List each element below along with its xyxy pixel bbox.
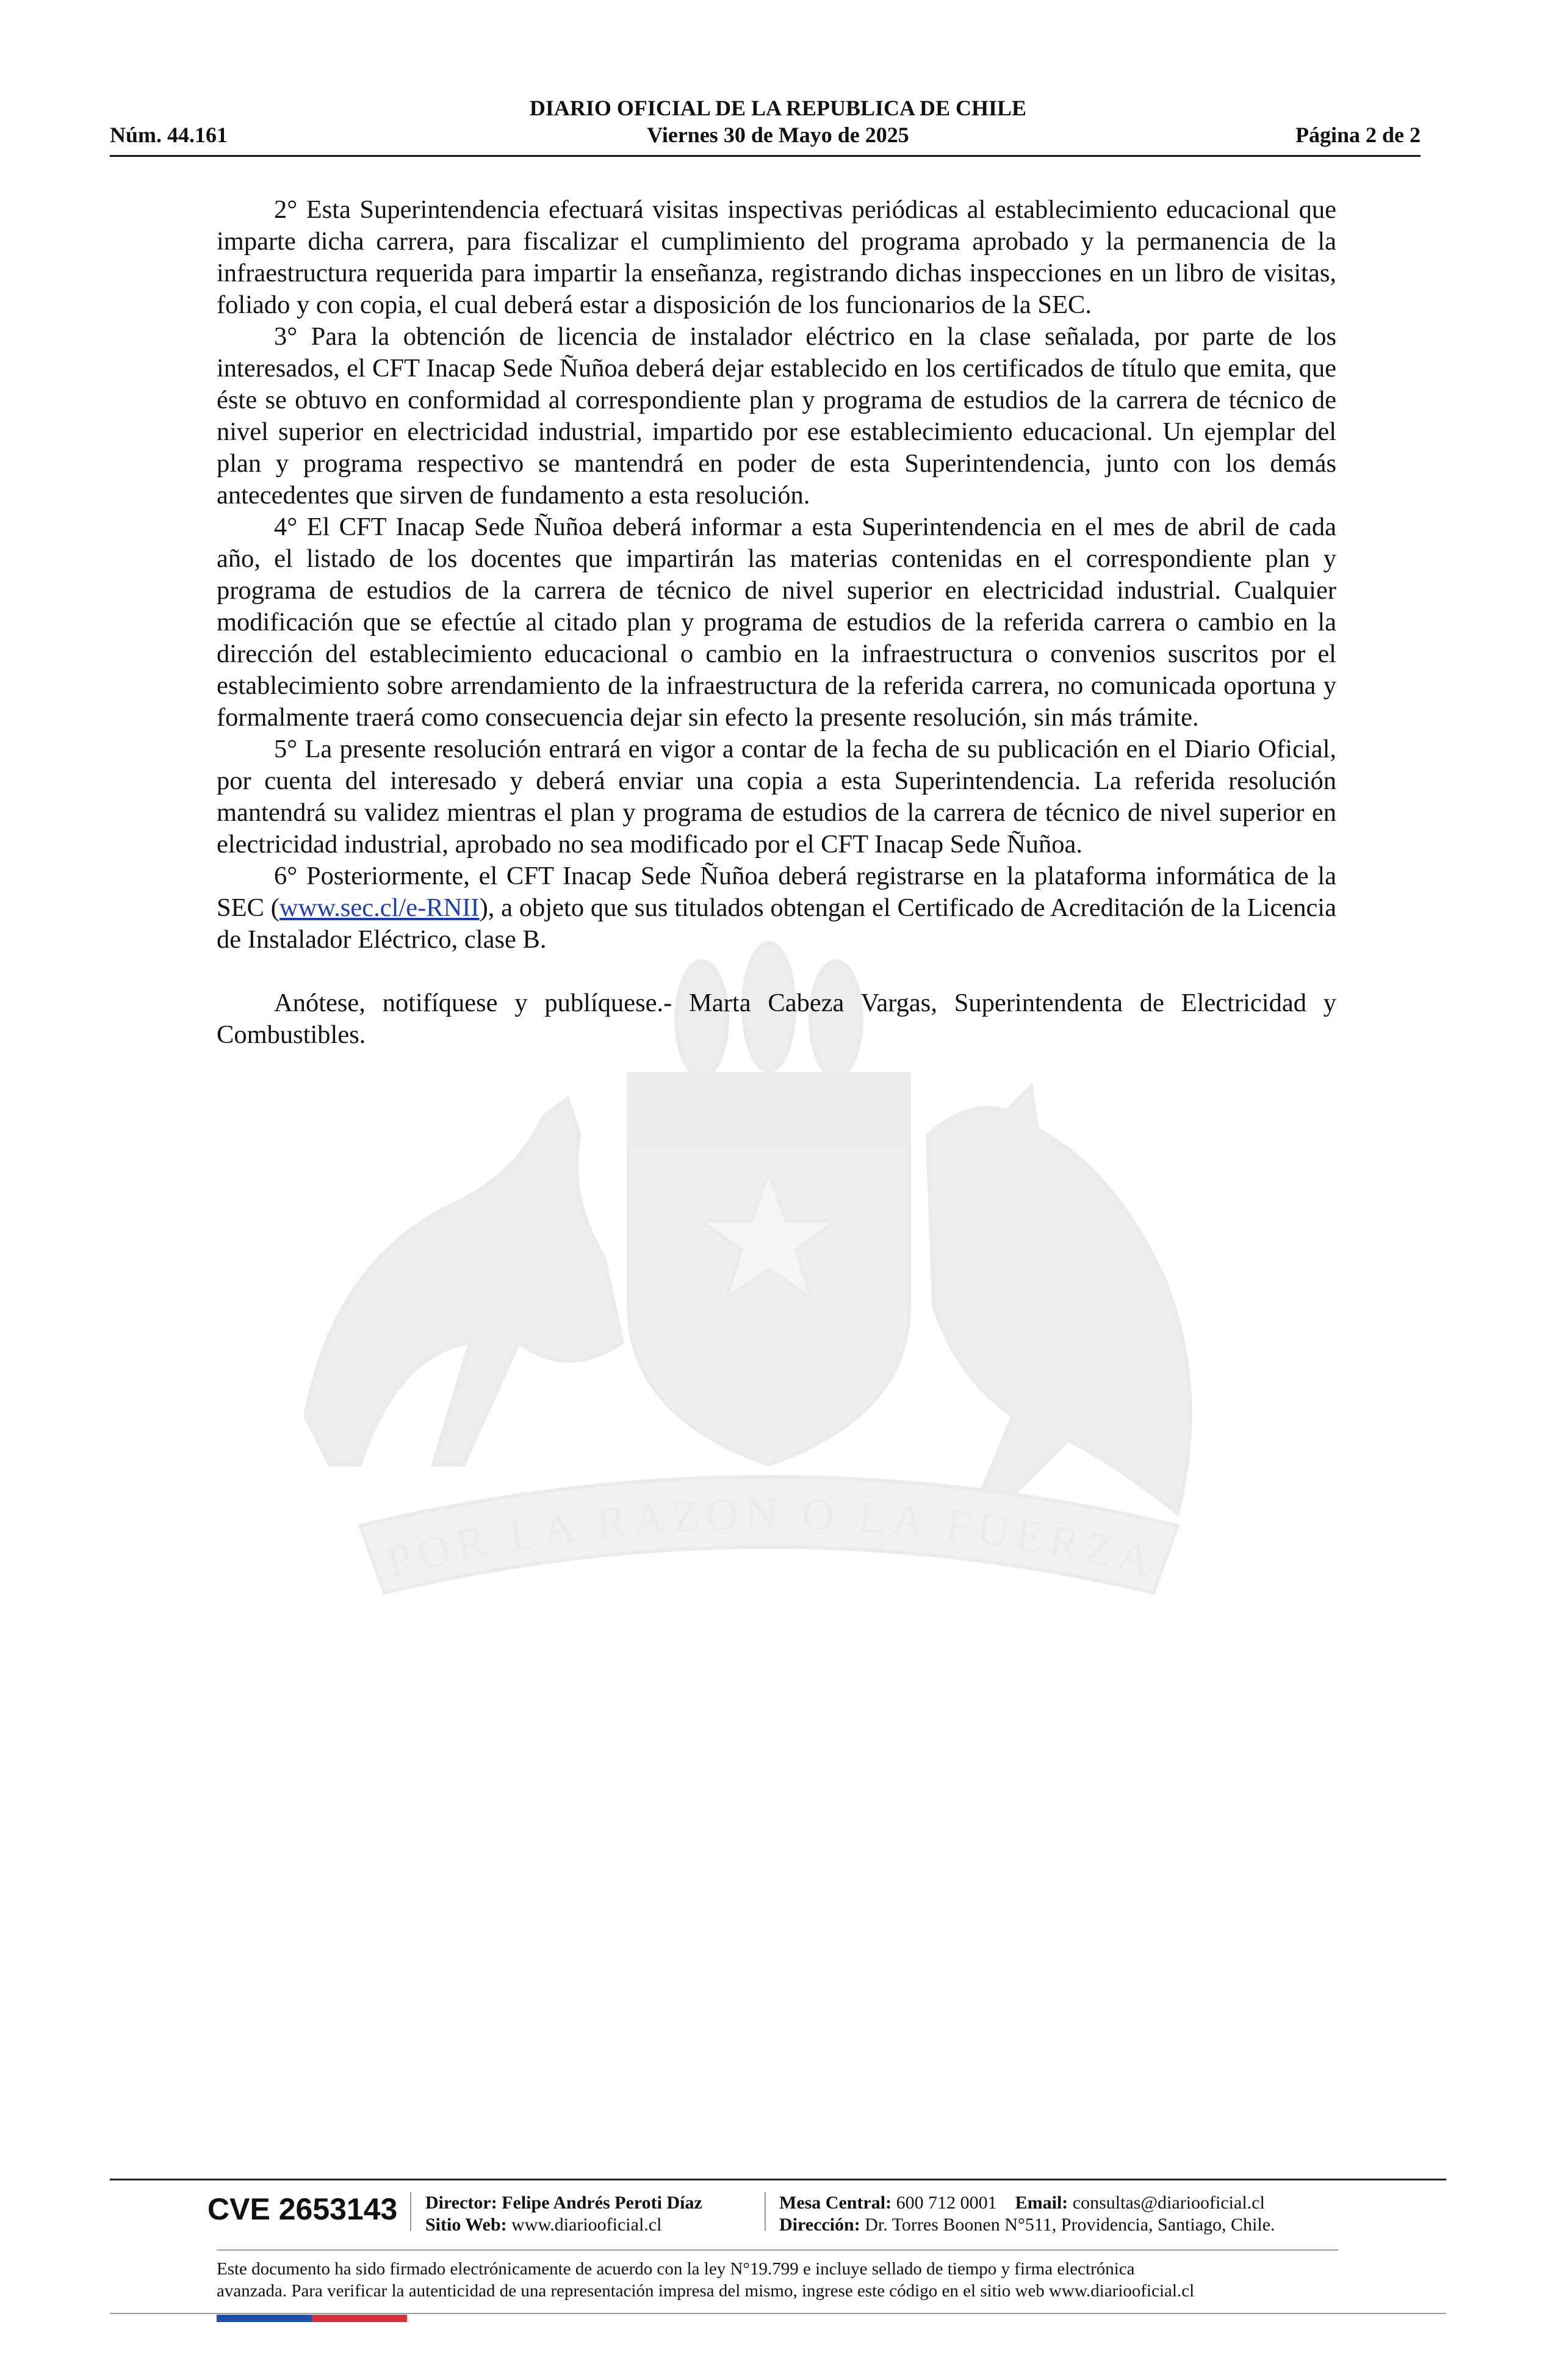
director-name: Felipe Andrés Peroti Díaz — [502, 2193, 702, 2213]
footer-director-block — [425, 2192, 702, 2236]
footer-separator-2 — [765, 2192, 766, 2231]
address-label: Dirección: — [779, 2215, 860, 2235]
footer-divider-middle — [217, 2249, 1338, 2251]
resolution-body — [217, 194, 1336, 1051]
cve-code: CVE 2653143 — [207, 2192, 398, 2226]
flag-stripe-red — [312, 2315, 407, 2322]
footer-contact-block — [779, 2192, 1275, 2236]
legal-notice-line-1: Este documento ha sido firmado electrónicamente de acuerdo con la ley N°19.799 e incluye sellado de tiempo y firma electrónica — [217, 2259, 1135, 2279]
chile-flag-stripe — [217, 2315, 407, 2322]
legal-notice-line-2: avanzada. Para verificar la autenticidad de una representación impresa del mismo, ingrese este código en el sitio web www.diariooficial.cl — [217, 2281, 1195, 2301]
paragraph-3: 3° Para la obtención de licencia de instalador eléctrico en la clase señalada, por parte de los interesados, el CFT Inacap Sede Ñuñoa deberá dejar establecido en los certificados de título que emita, que éste se obtuvo en conformidad al correspondiente plan y programa de estudios de la carrera de técnico de nivel superior en electricidad industrial, impartido por ese establecimiento educacional. Un ejemplar del plan y programa respectivo se mantendrá en poder de esta Superintendencia, junto con los demás antecedentes que sirven de fundamento a esta resolución. — [217, 322, 1336, 510]
sec-rnii-link[interactable]: www.sec.cl/e-RNII — [279, 893, 480, 922]
director-label: Director: — [425, 2193, 497, 2213]
email-label: Email: — [1015, 2193, 1068, 2213]
page-number: Página 2 de 2 — [1295, 123, 1421, 147]
footer-divider-bottom — [110, 2313, 1446, 2314]
paragraph-2: 2° Esta Superintendencia efectuará visitas inspectivas periódicas al establecimiento educacional que imparte dicha carrera, para fiscalizar el cumplimiento del programa aprobado y la permanencia de la infraestructura requerida para impartir la enseñanza, registrando dichas inspecciones en un libro de visitas, foliado y con copia, el cual deberá estar a disposición de los funcionarios de la SEC. — [217, 195, 1336, 319]
address-value: Dr. Torres Boonen N°511, Providencia, Santiago, Chile. — [865, 2215, 1275, 2235]
issue-date: Viernes 30 de Mayo de 2025 — [647, 123, 909, 147]
closing-signature: Anótese, notifíquese y publíquese.- Marta Cabeza Vargas, Superintendenta de Electricidad y Combustibles. — [217, 989, 1336, 1049]
mesa-label: Mesa Central: — [779, 2193, 892, 2213]
mesa-phone: 600 712 0001 — [896, 2193, 997, 2213]
paragraph-6-text-start: 6° Posteriormente, el CFT Inacap Sede Ñuñoa deberá registrarse en la plataforma informática de la SEC ( — [217, 862, 1336, 922]
paragraph-4: 4° El CFT Inacap Sede Ñuñoa deberá informar a esta Superintendencia en el mes de abril de cada año, el listado de los docentes que impartirán las materias contenidas en el correspondiente plan y programa de estudios de la carrera de técnico de nivel superior en electricidad industrial. Cualquier modificación que se efectúe al citado plan y programa de estudios de la referida carrera o cambio en la dirección del establecimiento educacional o cambio en la infraestructura o convenios suscritos por el establecimiento sobre arrendamiento de la infraestructura de la referida carrera, no comunicada oportuna y formalmente traerá como consecuencia dejar sin efecto la presente resolución, sin más trámite. — [217, 513, 1336, 732]
legal-notice — [217, 2258, 1336, 2302]
watermark-motto: POR LA RAZON O LA FUERZA — [381, 1488, 1162, 1588]
footer-divider-top — [110, 2179, 1446, 2180]
flag-stripe-blue — [217, 2315, 312, 2322]
site-url[interactable]: www.diariooficial.cl — [511, 2215, 662, 2235]
paragraph-5: 5° La presente resolución entrará en vigor a contar de la fecha de su publicación en el Diario Oficial, por cuenta del interesado y deberá enviar una copia a esta Superintendencia. La referida resolución mantendrá su validez mientras el plan y programa de estudios de la carrera de técnico de nivel superior en electricidad industrial, aprobado no sea modificado por el CFT Inacap Sede Ñuñoa. — [217, 735, 1336, 859]
site-label: Sitio Web: — [425, 2215, 507, 2235]
paragraph-6-text-end: ), a objeto que sus titulados obtengan el Certificado de Acreditación de la Licencia de Instalador Eléctrico, clase B. — [217, 893, 1336, 954]
gazette-title: DIARIO OFICIAL DE LA REPUBLICA DE CHILE — [529, 96, 1027, 120]
footer-separator-1 — [410, 2192, 411, 2231]
email-address[interactable]: consultas@diariooficial.cl — [1072, 2193, 1265, 2213]
issue-number: Núm. 44.161 — [110, 123, 228, 147]
header-divider — [110, 155, 1421, 157]
paragraph-6 — [217, 860, 1336, 956]
